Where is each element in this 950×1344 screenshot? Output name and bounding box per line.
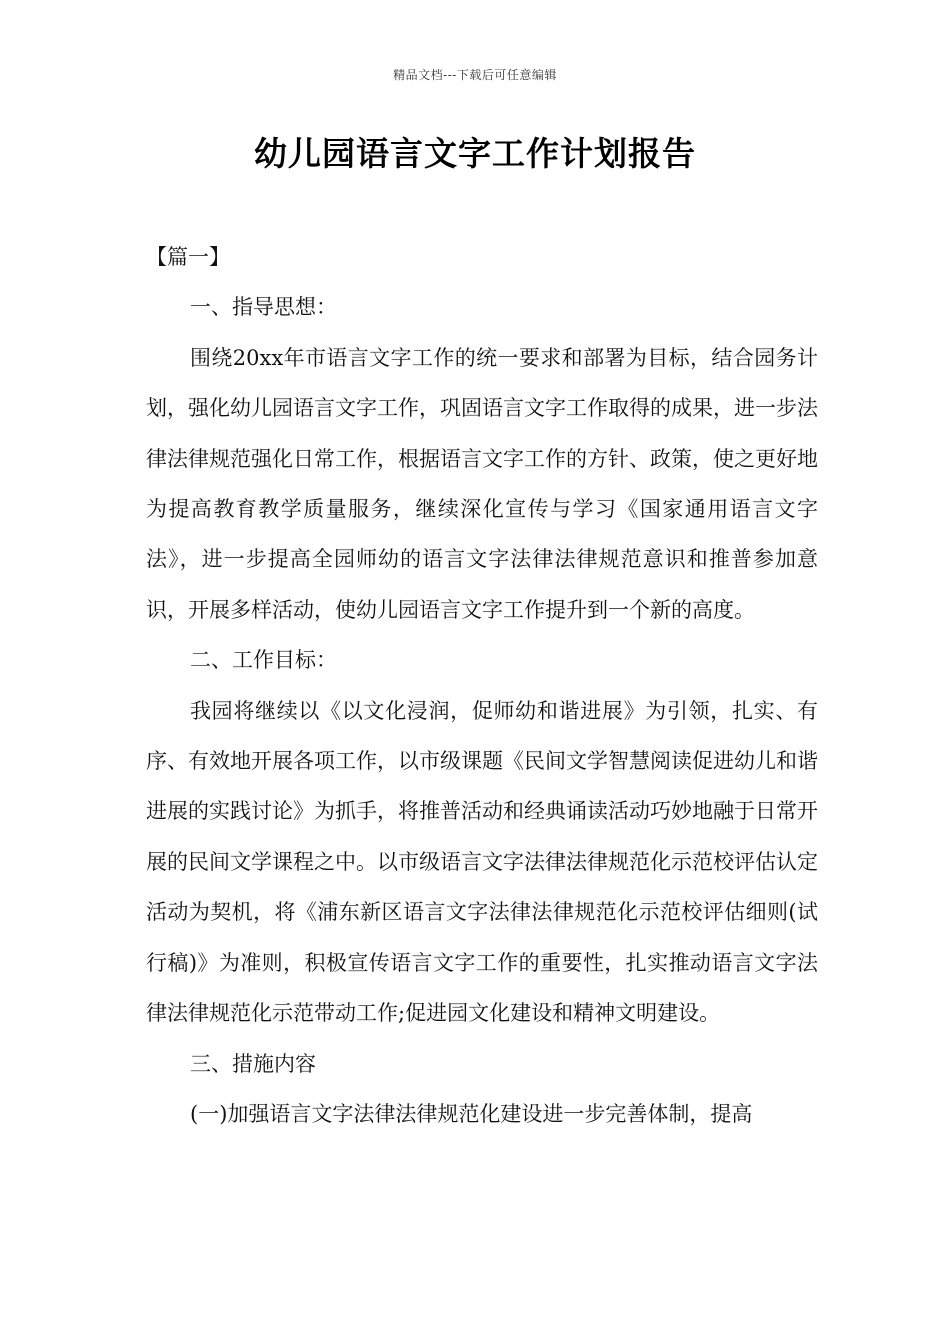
header-note: 精品文档---下载后可任意编辑 (393, 68, 557, 82)
document-title: 幼儿园语言文字工作计划报告 (254, 134, 696, 173)
document-body (146, 232, 818, 1139)
heading-work-goals: 二、工作目标： (190, 648, 337, 673)
heading-measures: 三、措施内容 (190, 1051, 316, 1076)
heading-guiding-thought: 一、指导思想： (190, 295, 337, 320)
paragraph-guiding-thought: 围绕20xx年市语言文字工作的统一要求和部署为目标，结合园务计划，强化幼儿园语言文字工作，巩固语言文字工作取得的成果，进一步法律法律规范强化日常工作，根据语言文字工作的方针、政策，使之更好地为提高教育教学质量服务，继续深化宣传与学习《国家通用语言文字法》，进一步提高全园师幼的语言文字法律法律规范意识和推普参加意识，开展多样活动，使幼儿园语言文字工作提升到一个新的高度。 (146, 345, 818, 622)
paragraph-measures-1: (一)加强语言文字法律法律规范化建设进一步完善体制，提高 (190, 1101, 753, 1126)
section-label: 【篇一】 (146, 245, 230, 269)
paragraph-work-goals: 我园将继续以《以文化浸润，促师幼和谐进展》为引领，扎实、有序、有效地开展各项工作，以市级课题《民间文学智慧阅读促进幼儿和谐进展的实践讨论》为抓手，将推普活动和经典诵读活动巧妙地融于日常开展的民间文学课程之中。以市级语言文字法律法律规范化示范校评估认定活动为契机，将《浦东新区语言文字法律法律规范化示范校评估细则(试行稿)》为准则，积极宣传语言文字工作的重要性，扎实推动语言文字法律法律规范化示范带动工作;促进园文化建设和精神文明建设。 (146, 698, 818, 1026)
